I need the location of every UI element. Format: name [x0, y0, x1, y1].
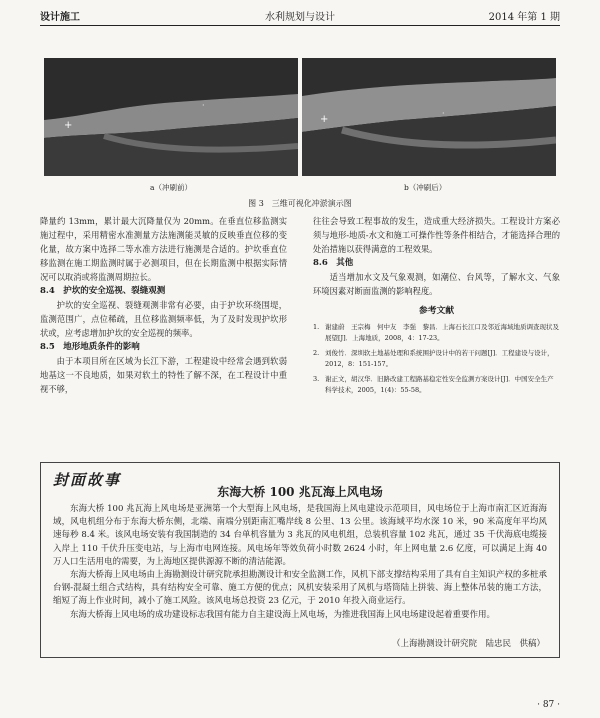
figure-after-scour — [302, 58, 556, 176]
paragraph: 往往会导致工程事故的发生，造成重大经济损失。工程设计方案必须与地形-地质-水文和施工可操作性等条件相结合，才能选择合理的处治措施以获得满意的工程效果。 — [313, 216, 560, 254]
svg-text:·: · — [202, 101, 205, 110]
cover-story-body — [53, 503, 547, 622]
reference-text: 刘俊竹．深圳软土地基处理和系统围护设计中的若干问题[J]．工程建设与设计，2012，8：151-157。 — [325, 349, 554, 368]
reference-item — [313, 348, 560, 370]
reference-item — [313, 374, 560, 396]
cover-paragraph: 东海大桥海上风电场的成功建设标志我国有能力自主建设海上风电场，为推进我国海上风电场建设起着重要作用。 — [70, 609, 496, 620]
svg-text:+: + — [64, 120, 73, 131]
header-journal: 水利规划与设计 — [265, 12, 335, 23]
header-section: 设计施工 — [40, 12, 80, 23]
figure-b-caption: b（冲刷后） — [404, 183, 447, 192]
reference-text: 谢正文，胡汉华．旧路改建工程路基稳定性安全监测方案设计[J]．中国安全生产科学技术，2005，1(4)：55-58。 — [325, 375, 554, 394]
paragraph: 护坎的安全巡视、裂缝观测非常有必要，由于护坎环绕围堤，监测范围广，点位稀疏，且位移监测频率低，为了及时发现护坎形状或，应考虑增加护坎的安全巡视的频率。 — [40, 300, 287, 338]
right-column — [313, 214, 560, 400]
figure-before-scour — [44, 58, 298, 176]
paragraph: 适当增加水文及气象观测，如潮位、台风等，了解水文、气象环境因素对断面监测的影响程度。 — [313, 272, 560, 296]
reference-number: 3. — [313, 375, 320, 383]
running-header — [40, 8, 560, 24]
reference-number: 2. — [313, 349, 320, 357]
references-heading: 参考文献 — [418, 306, 455, 316]
page-number: · 87 · — [537, 700, 560, 710]
cover-story-signature: （上海勘测设计研究院 陆忠民 供稿） — [391, 639, 545, 649]
cover-paragraph: 东海大桥 100 兆瓦海上风电场是亚洲第一个大型海上风电场，是我国海上风电建设示范项目，风电场位于上海市南汇区近海海域，风电机组分布于东海大桥东侧，北端、南端分别距南汇嘴岸线 8 公里、13 公里。该海域平均水深 10 米，90 米高度年平均风速每秒 8.4 米。该风电场安装有我国制造的 34 台单机容量为 3 兆瓦的风电机组，总装机容量 102 兆瓦，通过 35 千伏海底电缆接入岸上 110 千伏升压变电站，与上海市电网连接。风电场年等效负荷小时数 2624 小时，年上网电量 2.6 亿度，可以满足上海 40 万人口生活用电的需要，为上海地区提供源源不断的清洁能源。 — [53, 504, 547, 567]
header-rule — [40, 25, 560, 26]
cover-story-title: 东海大桥 100 兆瓦海上风电场 — [217, 485, 383, 499]
svg-text:+: + — [320, 114, 329, 125]
section-heading-8-6: 8.6 其他 — [313, 258, 354, 268]
cover-paragraph: 东海大桥海上风电场由上海勘测设计研究院承担勘测设计和安全监测工作，风机下部支撑结构采用了具有自主知识产权的多桩承台钢-混凝土组合式结构，具有结构安全可靠、施工方便的优点；风机安装采用了风机与塔筒陆上拼装、海上整体吊装的施工方法，缩短了海上作业时间，减小了施工风险。该风电场总投资 23 亿元，于 2010 年投入商业运行。 — [53, 570, 547, 607]
svg-text:·: · — [442, 109, 445, 118]
section-heading-8-4: 8.4 护坎的安全巡视、裂缝观测 — [40, 286, 166, 296]
figure-title: 图 3 三维可视化冲淤演示图 — [248, 199, 352, 208]
reference-number: 1. — [313, 323, 320, 331]
cover-story-box — [40, 462, 560, 658]
terrain-render-before — [44, 58, 298, 176]
figure-a-caption: a（冲刷前） — [150, 183, 192, 192]
header-issue: 2014 年第 1 期 — [488, 12, 560, 23]
paragraph: 降量约 13mm，累计最大沉降量仅为 20mm。在垂直位移监测实施过程中，采用精密水准测量方法施测能灵敏的反映垂直位移的变化量，故方案中选择二等水准方法进行施测是合适的。护坎垂直位移监测在施工期监测时属于必测项目，但在长期监测中根据实际情况可以取消或将监测周期拉长。 — [40, 216, 287, 282]
section-heading-8-5: 8.5 地形地质条件的影响 — [40, 342, 140, 352]
reference-text: 谢建蔚 王宗梅 何中友 李强 黎昌．上海石长江口及邻近海域地质调查现状及展望[J]．上海地质，2008，4：17-23。 — [325, 323, 559, 342]
paragraph: 由于本项目所在区域为长江下游，工程建设中经常会遇到软弱地基这一不良地质，如果对软土的特性了解不深，在工程设计中重视不够， — [40, 356, 287, 394]
cover-story-label: 封面故事 — [53, 471, 122, 489]
terrain-render-after — [302, 58, 556, 176]
left-column — [40, 214, 287, 396]
reference-item — [313, 322, 560, 344]
